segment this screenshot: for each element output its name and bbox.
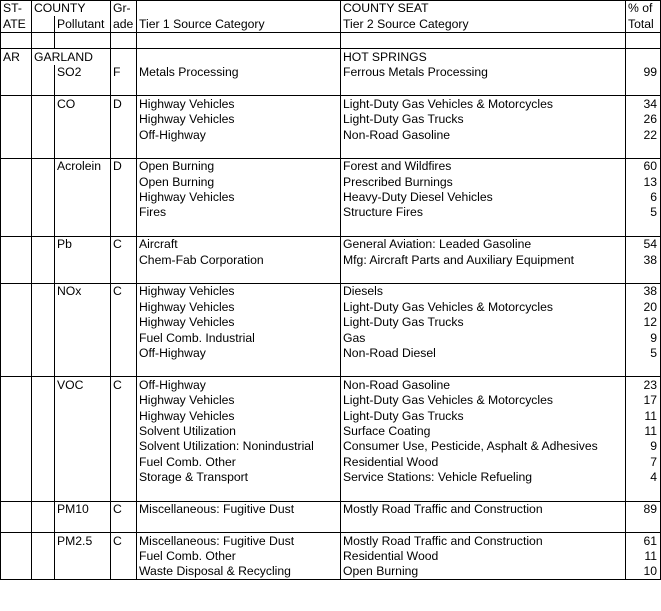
- pollutant-cell: Acrolein: [55, 158, 111, 174]
- tier2-cell: Mostly Road Traffic and Construction: [341, 501, 626, 517]
- pollutant-cell: [55, 299, 111, 314]
- table-row: [1, 393, 661, 408]
- table-row: [1, 330, 661, 345]
- table-row: [1, 564, 661, 580]
- grade-cell: [111, 127, 137, 142]
- pollutant-cell: [55, 174, 111, 189]
- percent-cell: 6: [626, 190, 661, 205]
- pollutant-cell: [55, 408, 111, 423]
- percent-cell: 4: [626, 470, 661, 485]
- percent-cell: 60: [626, 158, 661, 174]
- percent-cell: 11: [626, 424, 661, 439]
- header-county-seat: COUNTY SEAT: [341, 1, 626, 17]
- pollutant-cell: VOC: [55, 377, 111, 393]
- table-row: [1, 158, 661, 174]
- tier1-cell: Fires: [137, 205, 341, 220]
- county-cell: GARLAND: [32, 49, 111, 65]
- tier1-cell: Miscellaneous: Fugitive Dust: [137, 533, 341, 549]
- pollutant-cell: PM2.5: [55, 533, 111, 549]
- grade-cell: [111, 330, 137, 345]
- tier1-cell: Open Burning: [137, 174, 341, 189]
- table-row: [1, 408, 661, 423]
- pollutant-cell: [55, 190, 111, 205]
- table-row: [1, 174, 661, 189]
- grade-cell: [111, 346, 137, 361]
- table-row: [1, 236, 661, 252]
- grade-cell: [111, 315, 137, 330]
- percent-cell: 9: [626, 330, 661, 345]
- grade-cell: [111, 393, 137, 408]
- header-pollutant: Pollutant: [55, 16, 111, 32]
- table-row: [1, 190, 661, 205]
- header-state-top: ST-: [1, 1, 32, 17]
- tier2-cell: Heavy-Duty Diesel Vehicles: [341, 190, 626, 205]
- spacer-row: [1, 485, 661, 501]
- tier1-cell: Miscellaneous: Fugitive Dust: [137, 501, 341, 517]
- grade-cell: [111, 205, 137, 220]
- grade-cell: C: [111, 377, 137, 393]
- table-row: [1, 112, 661, 127]
- percent-cell: 20: [626, 299, 661, 314]
- tier2-cell: Non-Road Diesel: [341, 346, 626, 361]
- tier2-cell: Prescribed Burnings: [341, 174, 626, 189]
- tier1-cell: Waste Disposal & Recycling: [137, 564, 341, 580]
- table-row: [1, 549, 661, 564]
- tier1-cell: Aircraft: [137, 236, 341, 252]
- tier1-cell: Storage & Transport: [137, 470, 341, 485]
- spacer-row: [1, 80, 661, 96]
- tier2-cell: Mfg: Aircraft Parts and Auxiliary Equipment: [341, 252, 626, 267]
- spacer-row: [1, 143, 661, 159]
- tier1-cell: Metals Processing: [137, 65, 341, 80]
- pollutant-cell: [55, 205, 111, 220]
- location-row: [1, 49, 661, 65]
- table-row: [1, 127, 661, 142]
- pollutant-cell: [55, 330, 111, 345]
- percent-cell: 99: [626, 65, 661, 80]
- pollutant-cell: [55, 346, 111, 361]
- percent-cell: 11: [626, 549, 661, 564]
- tier1-cell: Highway Vehicles: [137, 393, 341, 408]
- tier1-cell: Fuel Comb. Other: [137, 549, 341, 564]
- grade-cell: [111, 549, 137, 564]
- tier1-cell: Highway Vehicles: [137, 112, 341, 127]
- pollutant-cell: [55, 393, 111, 408]
- spacer-row: [1, 517, 661, 533]
- pollutant-cell: [55, 549, 111, 564]
- tier1-cell: Highway Vehicles: [137, 284, 341, 300]
- tier2-cell: Consumer Use, Pesticide, Asphalt & Adhesives: [341, 439, 626, 454]
- pollutant-cell: SO2: [55, 65, 111, 80]
- grade-cell: [111, 252, 137, 267]
- grade-cell: C: [111, 533, 137, 549]
- table-row: [1, 377, 661, 393]
- table-row: [1, 454, 661, 469]
- grade-cell: C: [111, 501, 137, 517]
- percent-cell: 54: [626, 236, 661, 252]
- percent-cell: 23: [626, 377, 661, 393]
- percent-cell: 38: [626, 252, 661, 267]
- grade-cell: C: [111, 236, 137, 252]
- tier2-cell: Light-Duty Gas Vehicles & Motorcycles: [341, 299, 626, 314]
- header-percent-top: % of: [626, 1, 661, 17]
- table-row: [1, 346, 661, 361]
- table-row: [1, 424, 661, 439]
- pollutant-cell: PM10: [55, 501, 111, 517]
- pollutant-cell: NOx: [55, 284, 111, 300]
- pollutant-cell: [55, 315, 111, 330]
- grade-cell: [111, 564, 137, 580]
- tier2-cell: Non-Road Gasoline: [341, 127, 626, 142]
- percent-cell: 38: [626, 284, 661, 300]
- tier1-cell: Highway Vehicles: [137, 315, 341, 330]
- tier2-cell: Light-Duty Gas Trucks: [341, 315, 626, 330]
- tier1-cell: Highway Vehicles: [137, 408, 341, 423]
- emissions-table-body: [1, 1, 661, 580]
- percent-cell: 17: [626, 393, 661, 408]
- table-row: [1, 439, 661, 454]
- table-row: [1, 501, 661, 517]
- table-row: [1, 533, 661, 549]
- grade-cell: [111, 112, 137, 127]
- tier2-cell: Structure Fires: [341, 205, 626, 220]
- spacer-row: [1, 361, 661, 377]
- percent-cell: 5: [626, 205, 661, 220]
- header-tier1: Tier 1 Source Category: [137, 16, 341, 32]
- tier1-cell: Chem-Fab Corporation: [137, 252, 341, 267]
- table-row: [1, 284, 661, 300]
- grade-cell: [111, 424, 137, 439]
- pollutant-cell: [55, 470, 111, 485]
- table-row: [1, 470, 661, 485]
- percent-cell: 12: [626, 315, 661, 330]
- percent-cell: 9: [626, 439, 661, 454]
- tier2-cell: Light-Duty Gas Vehicles & Motorcycles: [341, 393, 626, 408]
- pollutant-cell: [55, 252, 111, 267]
- table-row: [1, 205, 661, 220]
- pollutant-cell: Pb: [55, 236, 111, 252]
- grade-cell: F: [111, 65, 137, 80]
- grade-cell: D: [111, 158, 137, 174]
- grade-cell: [111, 190, 137, 205]
- grade-cell: [111, 470, 137, 485]
- grade-cell: [111, 454, 137, 469]
- tier1-cell: Off-Highway: [137, 377, 341, 393]
- table-row: [1, 252, 661, 267]
- tier1-cell: Solvent Utilization: Nonindustrial: [137, 439, 341, 454]
- grade-cell: D: [111, 96, 137, 112]
- tier1-cell: Fuel Comb. Industrial: [137, 330, 341, 345]
- table-row: [1, 96, 661, 112]
- percent-cell: 26: [626, 112, 661, 127]
- table-row: [1, 315, 661, 330]
- grade-cell: [111, 299, 137, 314]
- pollutant-cell: [55, 112, 111, 127]
- tier2-cell: Residential Wood: [341, 549, 626, 564]
- tier2-cell: Surface Coating: [341, 424, 626, 439]
- percent-cell: 22: [626, 127, 661, 142]
- pollutant-cell: [55, 127, 111, 142]
- tier1-cell: Off-Highway: [137, 127, 341, 142]
- table-row: [1, 299, 661, 314]
- pollutant-cell: [55, 454, 111, 469]
- tier1-cell: Highway Vehicles: [137, 299, 341, 314]
- grade-cell: [111, 439, 137, 454]
- header-county: COUNTY: [32, 1, 111, 17]
- percent-cell: 10: [626, 564, 661, 580]
- pollutant-cell: CO: [55, 96, 111, 112]
- state-cell: AR: [1, 49, 32, 65]
- header-row-2: [1, 16, 661, 32]
- tier2-cell: Residential Wood: [341, 454, 626, 469]
- header-grade-top: Gr-: [111, 1, 137, 17]
- percent-cell: 7: [626, 454, 661, 469]
- tier1-cell: Solvent Utilization: [137, 424, 341, 439]
- table-row: [1, 65, 661, 80]
- tier1-cell: Fuel Comb. Other: [137, 454, 341, 469]
- tier2-cell: Mostly Road Traffic and Construction: [341, 533, 626, 549]
- percent-cell: 13: [626, 174, 661, 189]
- tier2-cell: Light-Duty Gas Trucks: [341, 408, 626, 423]
- tier2-cell: Gas: [341, 330, 626, 345]
- percent-cell: 34: [626, 96, 661, 112]
- grade-cell: [111, 408, 137, 423]
- spacer-row: [1, 220, 661, 236]
- tier2-cell: Forest and Wildfires: [341, 158, 626, 174]
- grade-cell: [111, 174, 137, 189]
- percent-cell: 89: [626, 501, 661, 517]
- tier2-cell: Service Stations: Vehicle Refueling: [341, 470, 626, 485]
- tier1-cell: Highway Vehicles: [137, 190, 341, 205]
- pollutant-cell: [55, 564, 111, 580]
- tier2-cell: Open Burning: [341, 564, 626, 580]
- header-percent-total: Total: [626, 16, 661, 32]
- tier2-cell: Light-Duty Gas Vehicles & Motorcycles: [341, 96, 626, 112]
- header-tier2: Tier 2 Source Category: [341, 16, 626, 32]
- header-row-1: [1, 1, 661, 17]
- tier2-cell: Light-Duty Gas Trucks: [341, 112, 626, 127]
- header-tier1-top: [137, 1, 341, 17]
- tier1-cell: Highway Vehicles: [137, 96, 341, 112]
- percent-cell: 61: [626, 533, 661, 549]
- header-grade-bottom: ade: [111, 16, 137, 32]
- tier2-cell: Diesels: [341, 284, 626, 300]
- header-county-bottom: [32, 16, 55, 32]
- county-seat-cell: HOT SPRINGS: [341, 49, 626, 65]
- pollutant-cell: [55, 439, 111, 454]
- spacer-row: [1, 32, 661, 48]
- percent-cell: 11: [626, 408, 661, 423]
- header-state-bottom: ATE: [1, 16, 32, 32]
- tier2-cell: General Aviation: Leaded Gasoline: [341, 236, 626, 252]
- spacer-row: [1, 268, 661, 284]
- pollutant-cell: [55, 424, 111, 439]
- tier2-cell: Non-Road Gasoline: [341, 377, 626, 393]
- tier1-cell: Open Burning: [137, 158, 341, 174]
- grade-cell: C: [111, 284, 137, 300]
- percent-cell: 5: [626, 346, 661, 361]
- tier2-cell: Ferrous Metals Processing: [341, 65, 626, 80]
- tier1-cell: Off-Highway: [137, 346, 341, 361]
